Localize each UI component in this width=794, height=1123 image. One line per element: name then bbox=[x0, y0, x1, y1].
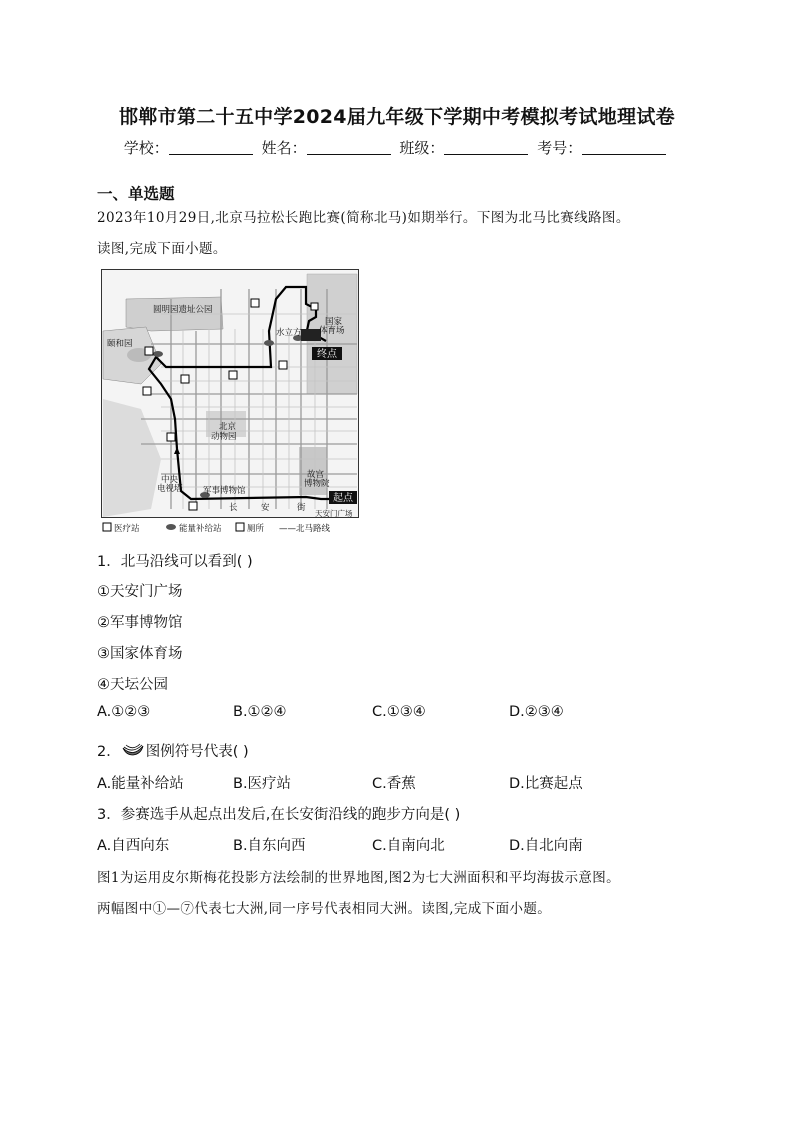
map-label-tiananmen: 天安门广场 bbox=[315, 509, 353, 518]
q3-option-a[interactable]: A.自西向东 bbox=[97, 838, 170, 854]
name-blank[interactable] bbox=[307, 140, 391, 155]
info-name-label: 姓名： bbox=[261, 139, 307, 157]
map-label-start: 起点 bbox=[333, 493, 353, 504]
q3-option-c[interactable]: C.自南向北 bbox=[372, 838, 445, 854]
q1-item-1: ①天安门广场 bbox=[97, 584, 183, 600]
q3-stem: 3．参赛选手从起点出发后,在长安街沿线的跑步方向是( ) bbox=[97, 807, 461, 823]
map-label-chang: 长 bbox=[229, 503, 238, 513]
info-number-label: 考号： bbox=[537, 139, 583, 157]
map-label-tiyuchang: 体育场 bbox=[319, 326, 345, 336]
map-label-guojia: 国家 bbox=[325, 317, 343, 327]
exam-title: 邯郸市第二十五中学2024届九年级下学期中考模拟考试地理试卷 bbox=[119, 106, 675, 128]
q2-stem-row bbox=[97, 740, 249, 761]
map-label-yiheyuan: 颐和园 bbox=[107, 339, 133, 349]
map-label-tv-tower: 电视塔 bbox=[157, 484, 183, 494]
map-label-beijing: 北京 bbox=[219, 422, 237, 432]
q1-item-2: ②军事博物馆 bbox=[97, 615, 183, 631]
q3-option-d[interactable]: D.自北向南 bbox=[509, 838, 583, 854]
marathon-route-map bbox=[101, 269, 359, 536]
q2-option-a[interactable]: A.能量补给站 bbox=[97, 776, 184, 792]
info-class-label: 班级： bbox=[399, 139, 445, 157]
banana-icon bbox=[121, 742, 145, 758]
q1-option-c[interactable]: C.①③④ bbox=[372, 704, 426, 720]
legend-route: ——北马路线 bbox=[279, 524, 331, 534]
q1-option-a[interactable]: A.①②③ bbox=[97, 704, 151, 720]
student-info-row bbox=[0, 137, 794, 158]
map-label-military-museum: 军事博物馆 bbox=[203, 486, 246, 496]
q2-option-c[interactable]: C.香蕉 bbox=[372, 776, 416, 792]
q1-item-4: ④天坛公园 bbox=[97, 677, 168, 693]
intro1-line2: 读图,完成下面小题。 bbox=[97, 241, 227, 257]
map-label-gugong: 故宫 bbox=[307, 470, 325, 480]
class-blank[interactable] bbox=[444, 140, 528, 155]
section-heading: 一、单选题 bbox=[97, 185, 175, 203]
map-label-jie: 街 bbox=[297, 503, 306, 513]
map-label-yuanmingyuan: 圆明园遗址公园 bbox=[153, 305, 213, 315]
map-label-shuilifang: 水立方 bbox=[276, 328, 302, 338]
intro1-line1: 2023年10月29日,北京马拉松长跑比赛(简称北马)如期举行。下图为北马比赛线路图。 bbox=[97, 210, 630, 226]
number-blank[interactable] bbox=[582, 140, 666, 155]
intro2-line2: 两幅图中①—⑦代表七大洲,同一序号代表相同大洲。读图,完成下面小题。 bbox=[97, 901, 552, 917]
map-label-an: 安 bbox=[261, 503, 270, 513]
map-label-zhongyang: 中央 bbox=[161, 475, 179, 485]
legend-medical: 医疗站 bbox=[114, 524, 140, 534]
school-blank[interactable] bbox=[169, 140, 253, 155]
q2-stem: 图例符号代表( ) bbox=[145, 744, 249, 760]
q2-number: 2． bbox=[97, 744, 121, 760]
map-legend bbox=[103, 523, 331, 534]
intro2-line1: 图1为运用皮尔斯梅花投影方法绘制的世界地图,图2为七大洲面积和平均海拔示意图。 bbox=[97, 870, 621, 886]
map-label-zoo: 动物园 bbox=[211, 432, 237, 442]
legend-energy: 能量补给站 bbox=[179, 524, 222, 534]
q3-option-b[interactable]: B.自东向西 bbox=[233, 838, 306, 854]
legend-toilet: 厕所 bbox=[247, 524, 265, 534]
info-school-label: 学校： bbox=[123, 139, 169, 157]
q2-option-b[interactable]: B.医疗站 bbox=[233, 776, 292, 792]
q2-option-d[interactable]: D.比赛起点 bbox=[509, 776, 583, 792]
map-label-end: 终点 bbox=[317, 349, 337, 360]
q1-option-d[interactable]: D.②③④ bbox=[509, 704, 564, 720]
q1-stem: 1．北马沿线可以看到( ) bbox=[97, 554, 253, 570]
q1-option-b[interactable]: B.①②④ bbox=[233, 704, 287, 720]
map-label-museum: 博物院 bbox=[304, 479, 330, 489]
q1-item-3: ③国家体育场 bbox=[97, 646, 183, 662]
